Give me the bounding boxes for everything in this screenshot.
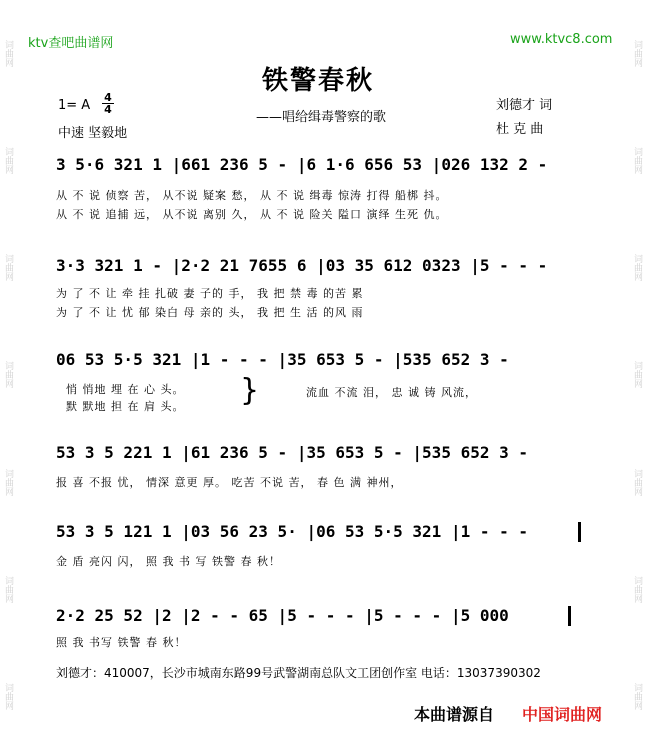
site-name-left: ktv查吧曲谱网 xyxy=(28,36,114,51)
composer-credit: 杜 克 曲 xyxy=(496,122,544,137)
source-label: 本曲谱源自 xyxy=(414,705,495,724)
lyric-line-4: 报 喜 不报 忧， 情深 意更 厚。 吃苦 不说 苦， 春 色 满 神州， xyxy=(56,476,403,489)
source-site-link[interactable]: 中国词曲网 xyxy=(522,705,603,724)
key-signature: 1= A xyxy=(58,98,91,113)
watermark-text: 词曲网 xyxy=(3,575,13,603)
lyricist-credit: 刘德才 词 xyxy=(496,98,553,113)
song-title: 铁警春秋 xyxy=(262,66,375,96)
watermark-text: 词曲网 xyxy=(3,254,13,282)
verse-merge-brace: } xyxy=(240,373,260,408)
lyric-line-1-verse-1: 从 不 说 侦察 苦， 从不说 疑案 愁， 从 不 说 缉毒 惊涛 打得 船梆 抖。 xyxy=(56,189,448,202)
watermark-text: 词曲网 xyxy=(3,682,13,710)
lyric-line-6: 照 我 书写 铁警 春 秋！ xyxy=(56,636,187,649)
watermark-text: 词曲网 xyxy=(3,361,13,389)
watermark-text: 词曲网 xyxy=(632,361,642,389)
watermark-text: 词曲网 xyxy=(632,254,642,282)
time-signature-top: 4 xyxy=(104,91,112,104)
contact-info: 刘德才：410007，长沙市城南东路99号武警湖南总队文工团创作室 电话：13037390302 xyxy=(56,666,541,680)
watermark-text: 词曲网 xyxy=(3,147,13,175)
notation-line-5: 53 3 5 121 1 |03 56 23 5· |06 53 5·5 321 |1 - - - xyxy=(56,522,529,541)
lyric-line-3-verse-1: 悄 悄地 埋 在 心 头。 xyxy=(66,383,185,396)
notation-line-6: 2·2 25 52 |2 |2 - - 65 |5 - - - |5 - - - |5 000 xyxy=(56,606,509,625)
final-barline xyxy=(568,606,571,626)
watermark-text: 词曲网 xyxy=(632,575,642,603)
tempo-marking: 中速 坚毅地 xyxy=(58,126,128,141)
lyric-line-3-verse-2: 默 默地 担 在 肩 头。 xyxy=(66,400,185,413)
watermark-text: 词曲网 xyxy=(632,682,642,710)
notation-line-4: 53 3 5 221 1 |61 236 5 - |35 653 5 - |535 652 3 - xyxy=(56,443,529,462)
lyric-line-5: 金 盾 亮闪 闪， 照 我 书 写 铁警 春 秋！ xyxy=(56,555,281,568)
lyric-line-3-merged: 流血 不流 泪， 忠 诚 铸 风流， xyxy=(306,386,477,399)
left-watermark-column xyxy=(2,0,14,750)
lyric-line-2-verse-1: 为 了 不 让 牵 挂 扎破 妻 子的 手， 我 把 禁 毒 的苦 累 xyxy=(56,287,364,300)
watermark-text: 词曲网 xyxy=(632,40,642,68)
song-subtitle: ——唱给缉毒警察的歌 xyxy=(256,110,387,125)
watermark-text: 词曲网 xyxy=(3,468,13,496)
watermark-text: 词曲网 xyxy=(632,147,642,175)
watermark-text: 词曲网 xyxy=(632,468,642,496)
site-url-right: www.ktvc8.com xyxy=(510,32,613,47)
watermark-text: 词曲网 xyxy=(3,40,13,68)
repeat-end-barline xyxy=(578,522,581,542)
notation-line-3: 06 53 5·5 321 |1 - - - |35 653 5 - |535 652 3 - xyxy=(56,350,509,369)
lyric-line-1-verse-2: 从 不 说 追捕 远， 从不说 离别 久， 从 不 说 险关 隘口 演绎 生死 仇。 xyxy=(56,208,448,221)
notation-line-2: 3·3 321 1 - |2·2 21 7655 6 |03 35 612 0323 |5 - - - xyxy=(56,256,548,275)
time-signature xyxy=(102,92,114,115)
right-watermark-column xyxy=(631,0,643,750)
notation-line-1: 3 5·6 321 1 |661 236 5 - |6 1·6 656 53 |026 132 2 - xyxy=(56,155,548,174)
time-signature-bottom: 4 xyxy=(102,103,114,115)
lyric-line-2-verse-2: 为 了 不 让 忧 郁 染白 母 亲的 头， 我 把 生 活 的风 雨 xyxy=(56,306,364,319)
